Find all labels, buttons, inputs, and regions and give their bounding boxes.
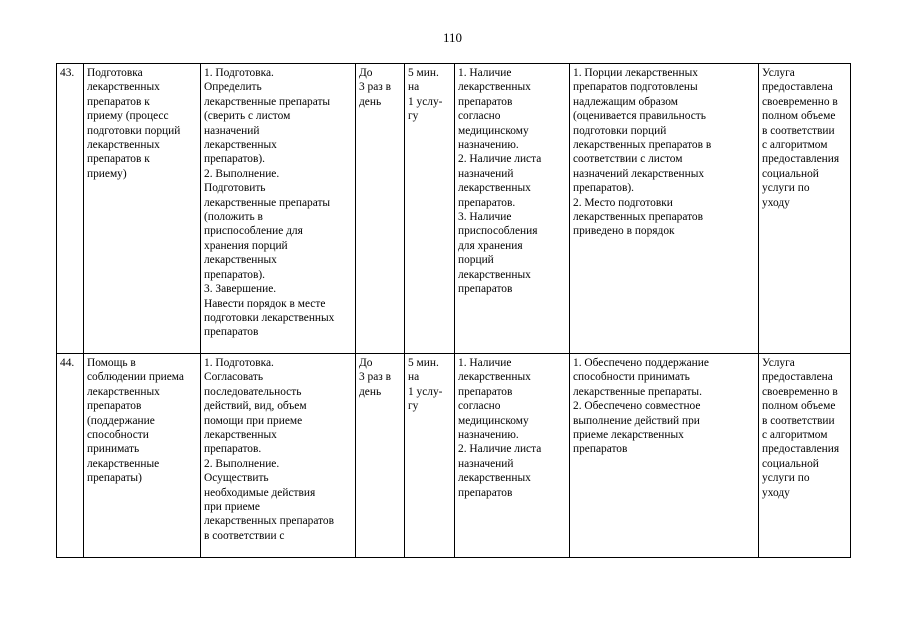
service-quality: 1. Порции лекарственных препаратов подготовлены надлежащим образом (оценивается правильность подготовки порций лекарственных препаратов в соответствии с листом назначений лекарственных препаратов). 2. Место подготовки лекарственных препаратов приведено в порядок bbox=[570, 64, 759, 354]
service-frequency: До 3 раз в день bbox=[356, 64, 405, 354]
service-name: Подготовка лекарственных препаратов к приему (процесс подготовки порций лекарственных препаратов к приему) bbox=[84, 64, 201, 354]
service-time: 5 мин. на 1 услу- гу bbox=[405, 354, 455, 558]
services-table bbox=[56, 63, 851, 558]
service-time: 5 мин. на 1 услу- гу bbox=[405, 64, 455, 354]
row-number: 43. bbox=[57, 64, 84, 354]
table-row bbox=[57, 354, 851, 558]
service-name: Помощь в соблюдении приема лекарственных препаратов (поддержание способности принимать лекарственные препараты) bbox=[84, 354, 201, 558]
service-result: Услуга предоставлена своевременно в полном объеме в соответствии с алгоритмом предоставления социальной услуги по уходу bbox=[759, 64, 851, 354]
service-conditions: 1. Наличие лекарственных препаратов согласно медицинскому назначению. 2. Наличие листа назначений лекарственных препаратов. 3. Наличие приспособления для хранения порций лекарственных препаратов bbox=[455, 64, 570, 354]
row-number: 44. bbox=[57, 354, 84, 558]
table-row bbox=[57, 64, 851, 354]
service-quality: 1. Обеспечено поддержание способности принимать лекарственные препараты. 2. Обеспечено совместное выполнение действий при приеме лекарственных препаратов bbox=[570, 354, 759, 558]
service-result: Услуга предоставлена своевременно в полном объеме в соответствии с алгоритмом предоставления социальной услуги по уходу bbox=[759, 354, 851, 558]
service-conditions: 1. Наличие лекарственных препаратов согласно медицинскому назначению. 2. Наличие листа назначений лекарственных препаратов bbox=[455, 354, 570, 558]
page-number: 110 bbox=[442, 30, 463, 45]
service-actions: 1. Подготовка. Согласовать последовательность действий, вид, объем помощи при приеме лекарственных препаратов. 2. Выполнение. Осуществить необходимые действия при приеме лекарственных препаратов в соответствии с bbox=[201, 354, 356, 558]
service-frequency: До 3 раз в день bbox=[356, 354, 405, 558]
service-actions: 1. Подготовка. Определить лекарственные препараты (сверить с листом назначений лекарственных препаратов). 2. Выполнение. Подготовить лекарственные препараты (положить в приспособление для хранения порций лекарственных препаратов). 3. Завершение. Навести порядок в месте подготовки лекарственных препаратов bbox=[201, 64, 356, 354]
